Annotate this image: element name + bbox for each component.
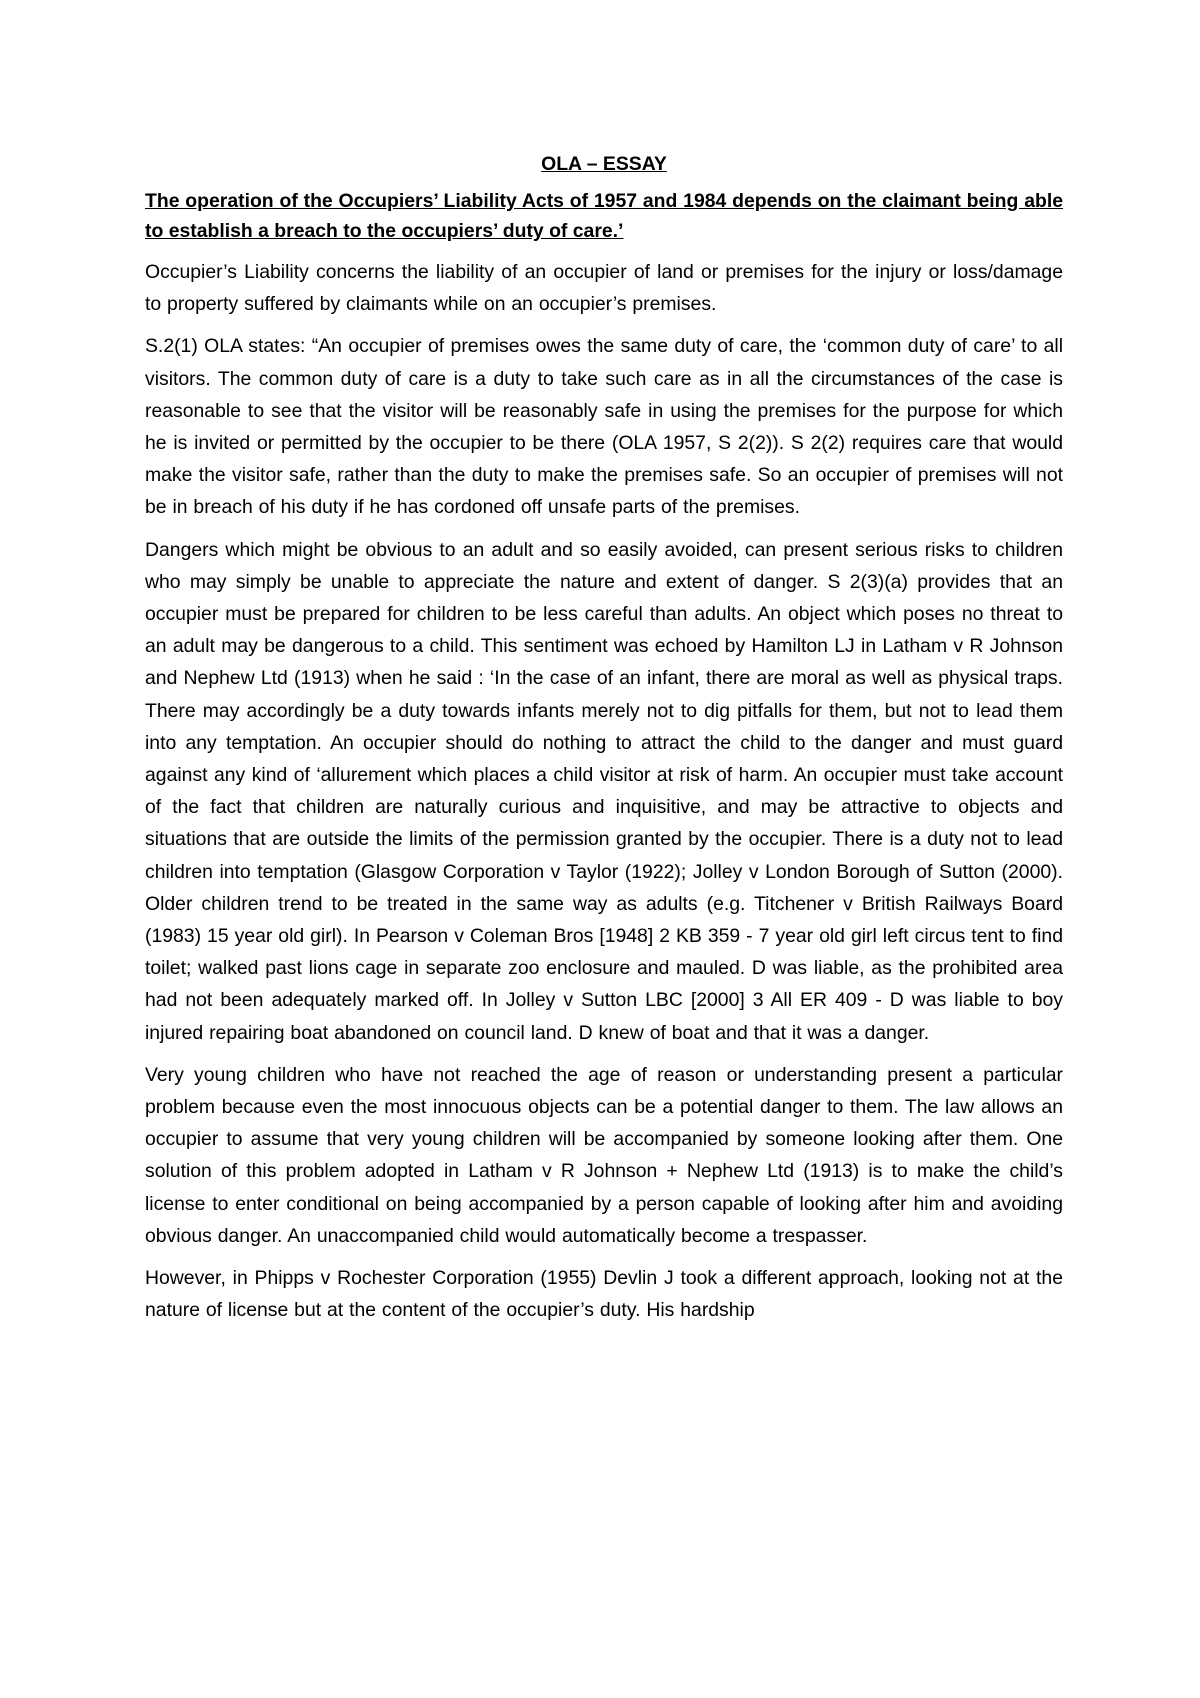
paragraph-section-2-1: S.2(1) OLA states: “An occupier of premises owes the same duty of care, the ‘common duty of care’ to all visitors. The common duty of care is a duty to take such care as in all the circumstances of the case is reasonable to see that the visitor will be reasonably safe in using the premises for the purpose for which he is invited or permitted by the occupier to be there (OLA 1957, S 2(2)). S 2(2) requires care that would make the visitor safe, rather than the duty to make the premises safe. So an occupier of premises will not be in breach of his duty if he has cordoned off unsafe parts of the premises. — [145, 335, 1063, 519]
paragraph-phipps: However, in Phipps v Rochester Corporation (1955) Devlin J took a different approach, looking not at the nature of license but at the content of the occupier’s duty. His hardship — [145, 1267, 1063, 1322]
document-title: OLA – ESSAY — [541, 153, 667, 175]
paragraph-very-young-children: Very young children who have not reached the age of reason or understanding present a particular problem because even the most innocuous objects can be a potential danger to them. The law allows an occupier to assume that very young children will be accompanied by someone looking after them. One solution of this problem adopted in Latham v R Johnson + Nephew Ltd (1913) is to make the child’s license to enter conditional on being accompanied by a person capable of looking after him and avoiding obvious danger. An unaccompanied child would automatically become a trespasser. — [145, 1063, 1063, 1247]
paragraph-intro: Occupier’s Liability concerns the liability of an occupier of land or premises for the injury or loss/damage to property suffered by claimants while on an occupier’s premises. — [145, 261, 1063, 316]
essay-question: The operation of the Occupiers’ Liability Acts of 1957 and 1984 depends on the claimant being able to establish a breach to the occupiers’ duty of care.’ — [145, 190, 1063, 242]
paragraph-children-dangers: Dangers which might be obvious to an adult and so easily avoided, can present serious risks to children who may simply be unable to appreciate the nature and extent of danger. S 2(3)(a) provides that an occupier must be prepared for children to be less careful than adults. An object which poses no threat to an adult may be dangerous to a child. This sentiment was echoed by Hamilton LJ in Latham v R Johnson and Nephew Ltd (1913) when he said : ‘In the case of an infant, there are moral as well as physical traps. There may accordingly be a duty towards infants merely not to dig pitfalls for them, but not to lead them into any temptation. An occupier should do nothing to attract the child to the danger and must guard against any kind of ‘allurement which places a child visitor at risk of harm. An occupier must take account of the fact that children are naturally curious and inquisitive, and may be attractive to objects and situations that are outside the limits of the permission granted by the occupier. There is a duty not to lead children into temptation (Glasgow Corporation v Taylor (1922); Jolley v London Borough of Sutton (2000). Older children trend to be treated in the same way as adults (e.g. Titchener v British Railways Board (1983) 15 year old girl). In Pearson v Coleman Bros [1948] 2 KB 359 - 7 year old girl left circus tent to find toilet; walked past lions cage in separate zoo enclosure and mauled. D was liable, as the prohibited area had not been adequately marked off. In Jolley v Sutton LBC [2000] 3 All ER 409 - D was liable to boy injured repairing boat abandoned on council land. D knew of boat and that it was a danger. — [145, 538, 1063, 1044]
document-page — [145, 148, 1063, 1335]
